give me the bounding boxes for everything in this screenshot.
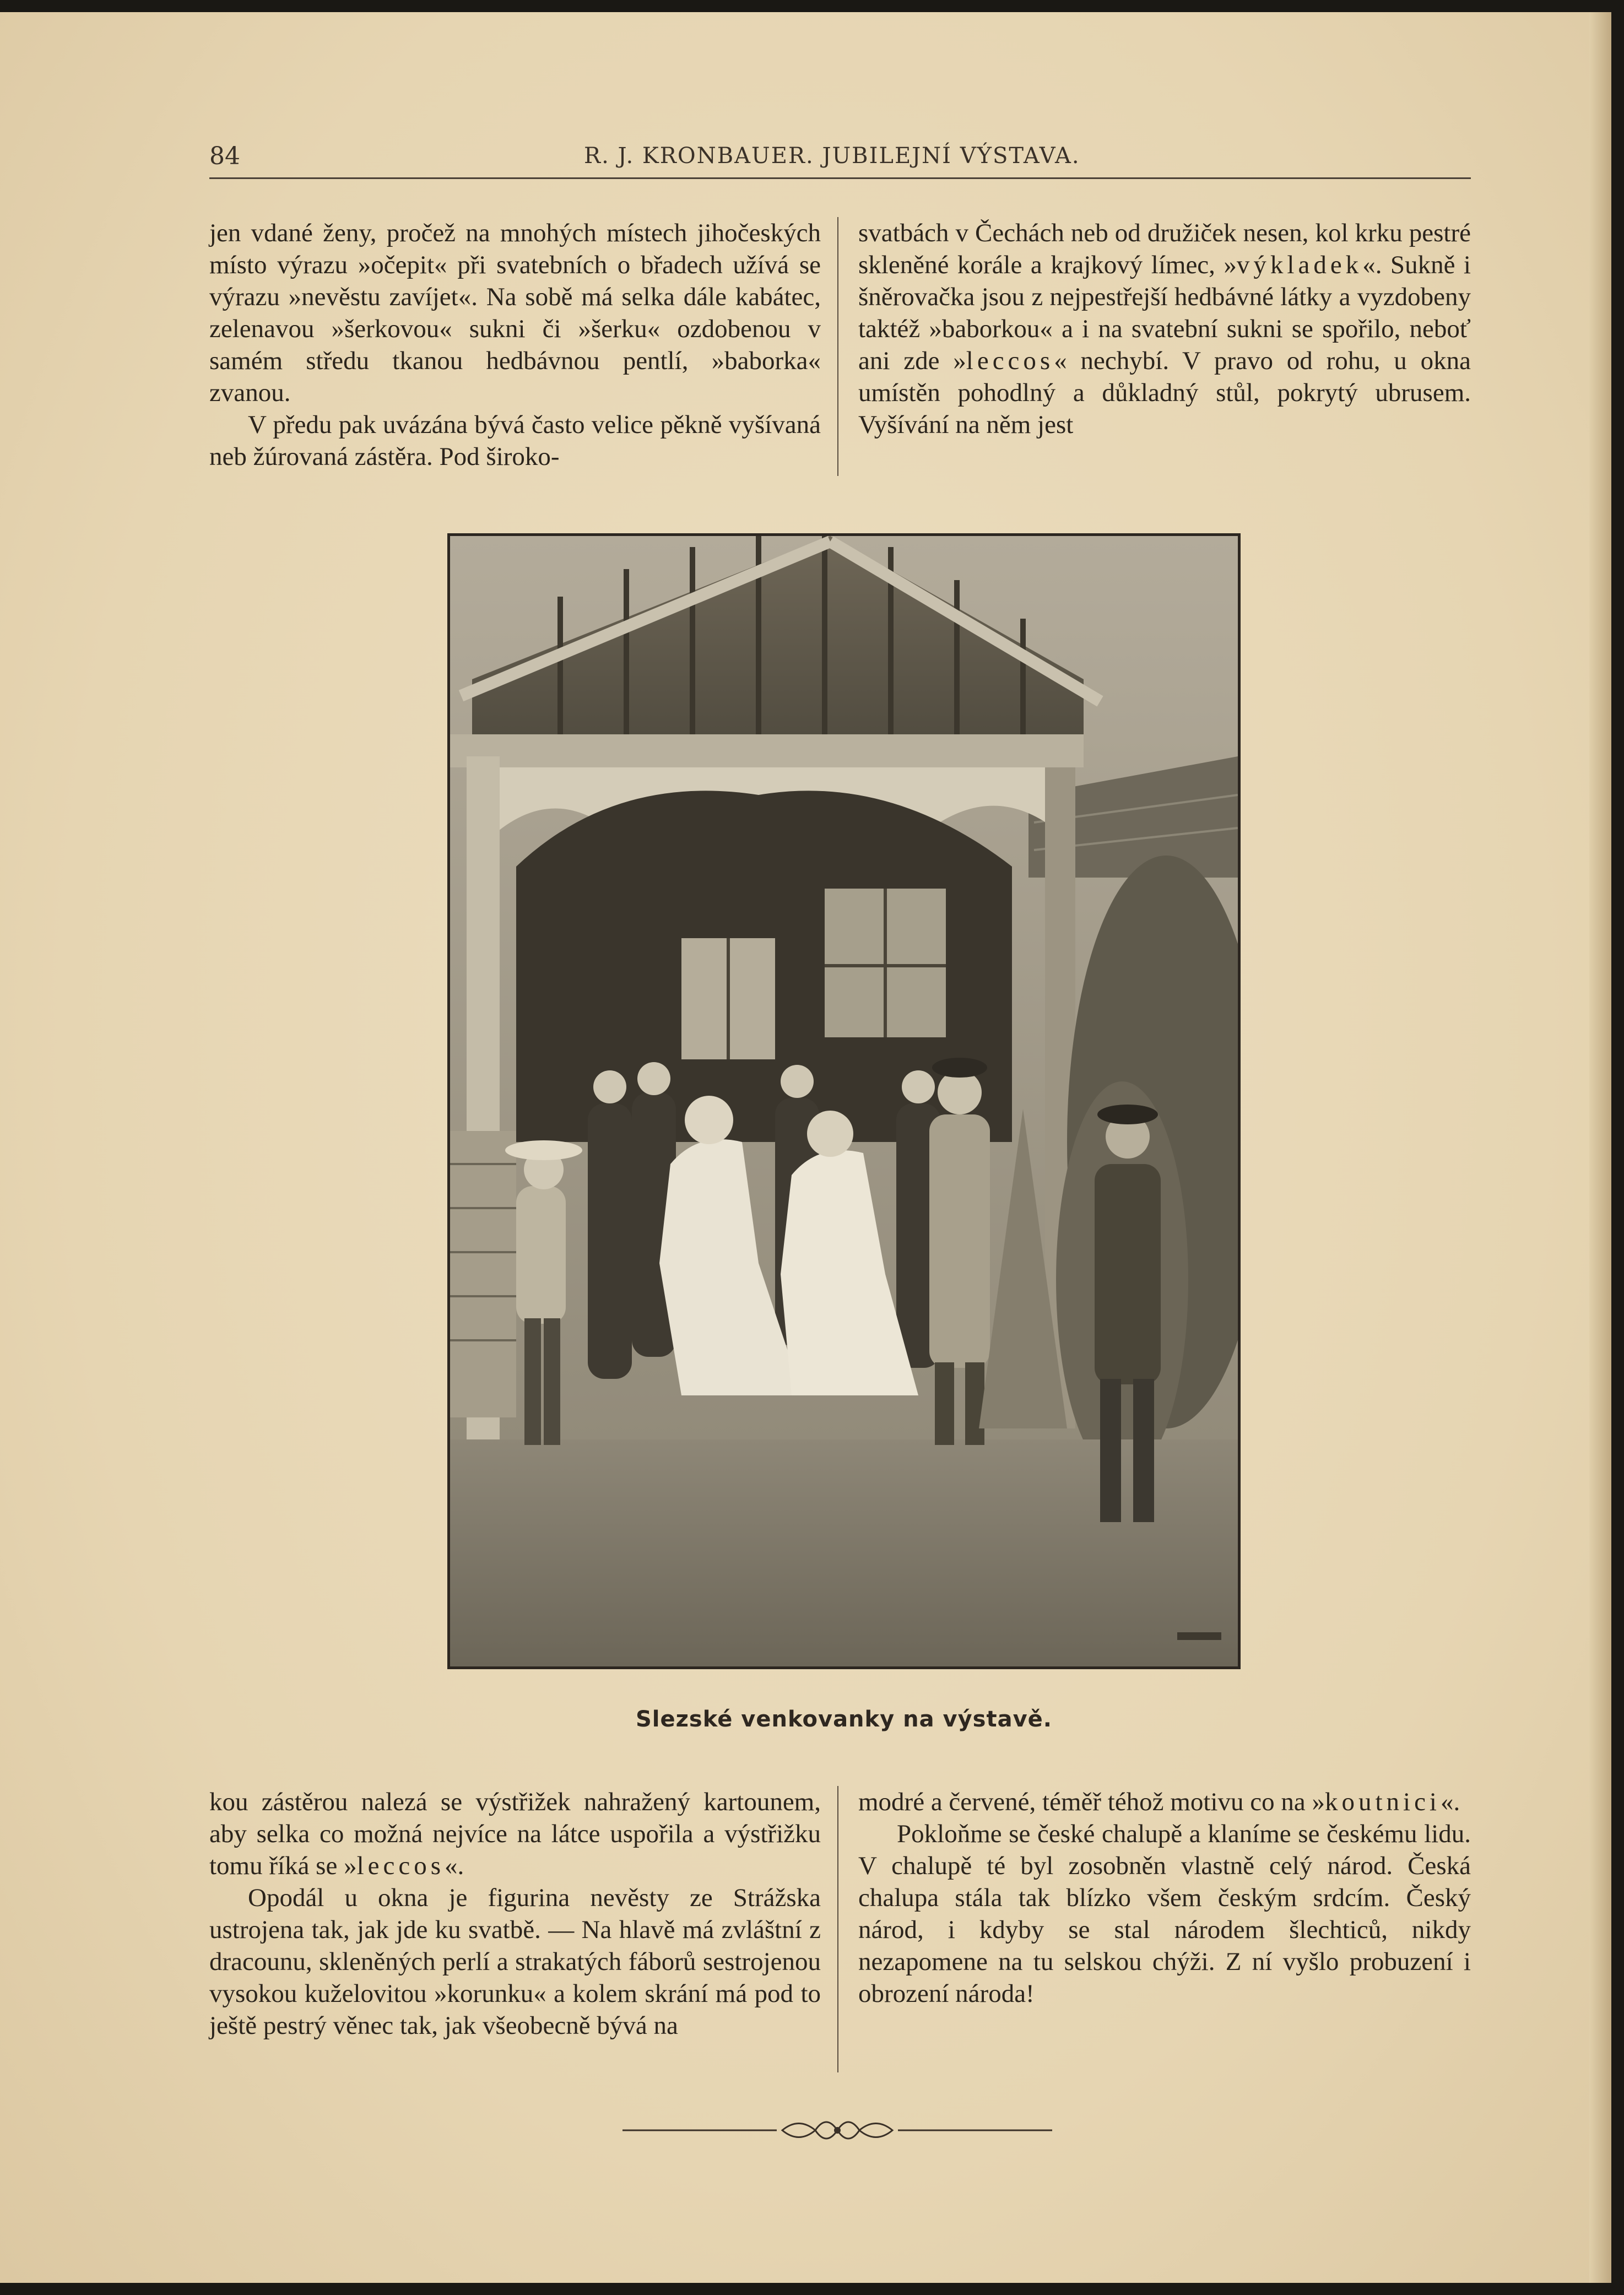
text-run: modré a červené, téměř téhož motivu co na » [858, 1788, 1325, 1816]
paragraph: Opodál u okna je figurina nevěsty ze Strážska ustrojena tak, jak jde ku svatbě. — Na hlavě má zvláštní z dracounu, skleněných perlí a strakatých fáborů sestrojenou vysokou kuželovitou »korunku« a kolem skrání má pod to ještě pestrý věnec tak, jak všeobecně bývá na [209, 1883, 821, 2040]
photograph-image [450, 536, 1238, 1666]
top-right-column [858, 217, 1471, 441]
page-edge-shadow [1589, 12, 1611, 2283]
bottom-left-column [209, 1786, 821, 2042]
paragraph [858, 217, 1471, 441]
text-run: «. Sukně i šněrovačka jsou z nejpestřejší hedbávné látky a vyzdobeny taktéž »baborkou« a i na svatební sukni se spořilo, neboť ani zde » [858, 251, 1471, 375]
spaced-term: leccos [356, 1852, 445, 1880]
book-page [0, 12, 1611, 2283]
bottom-right-column [858, 1786, 1471, 2010]
top-left-column [209, 217, 821, 473]
text-run: kou zástěrou nalezá se výstřižek nahražený kartounem, aby selka co možná nejvíce na látce uspořila a výstřižku tomu říká se » [209, 1788, 821, 1880]
page-header [209, 138, 1471, 182]
page-number: 84 [209, 142, 240, 170]
paragraph: Pokloňme se české chalupě a klaníme se českému lidu. V chalupě té byl zosobněn vlastně celý národ. Česká chalupa stála tak blízko všem českým srdcím. Český národ, i kdyby se stal národem šlechticů, nikdy nezapomene na tu selskou chýži. Z ní vyšlo probuzení i obrození národa! [858, 1820, 1471, 2008]
photograph [447, 533, 1241, 1669]
paragraph [858, 1786, 1471, 1818]
column-divider [837, 217, 838, 476]
text-run: « nechybí. V pravo od rohu, u okna umístěn pohodlný a důkladný stůl, pokrytý ubrusem. Vyšívání na něm jest [858, 347, 1471, 439]
text-run: «. [1441, 1788, 1460, 1816]
text-run: svatbách v Čechách neb od družiček nesen, kol krku pestré skleněné korále a krajkový límec, » [858, 219, 1471, 279]
spaced-term: výkladek [1236, 251, 1363, 279]
column-divider [837, 1786, 838, 2072]
paragraph: V předu pak uvázána bývá často velice pěkně vyšívaná neb žúrovaná zástěra. Pod široko- [209, 410, 821, 471]
paragraph [209, 1786, 821, 1882]
spaced-term: koutnici [1324, 1788, 1441, 1816]
paragraph: jen vdané ženy, pročež na mnohých místech jihočeských místo výrazu »očepit« při svatebních o břadech užívá se výrazu »nevěstu zavíjet«. Na sobě má selka dále kabátec, zelenavou »šerkovou« sukni či »šerku« ozdobenou v samém středu tkanou hedbávnou pentlí, »baborka« zvanou. [209, 219, 821, 407]
end-ornament [622, 2111, 1052, 2150]
spaced-term: leccos [966, 347, 1054, 375]
header-rule [209, 177, 1471, 179]
running-title: R. J. KRONBAUER. JUBILEJNÍ VÝSTAVA. [584, 143, 1080, 169]
photo-caption: Slezské venkovanky na výstavě. [635, 1707, 1052, 1732]
text-run: «. [445, 1852, 464, 1880]
